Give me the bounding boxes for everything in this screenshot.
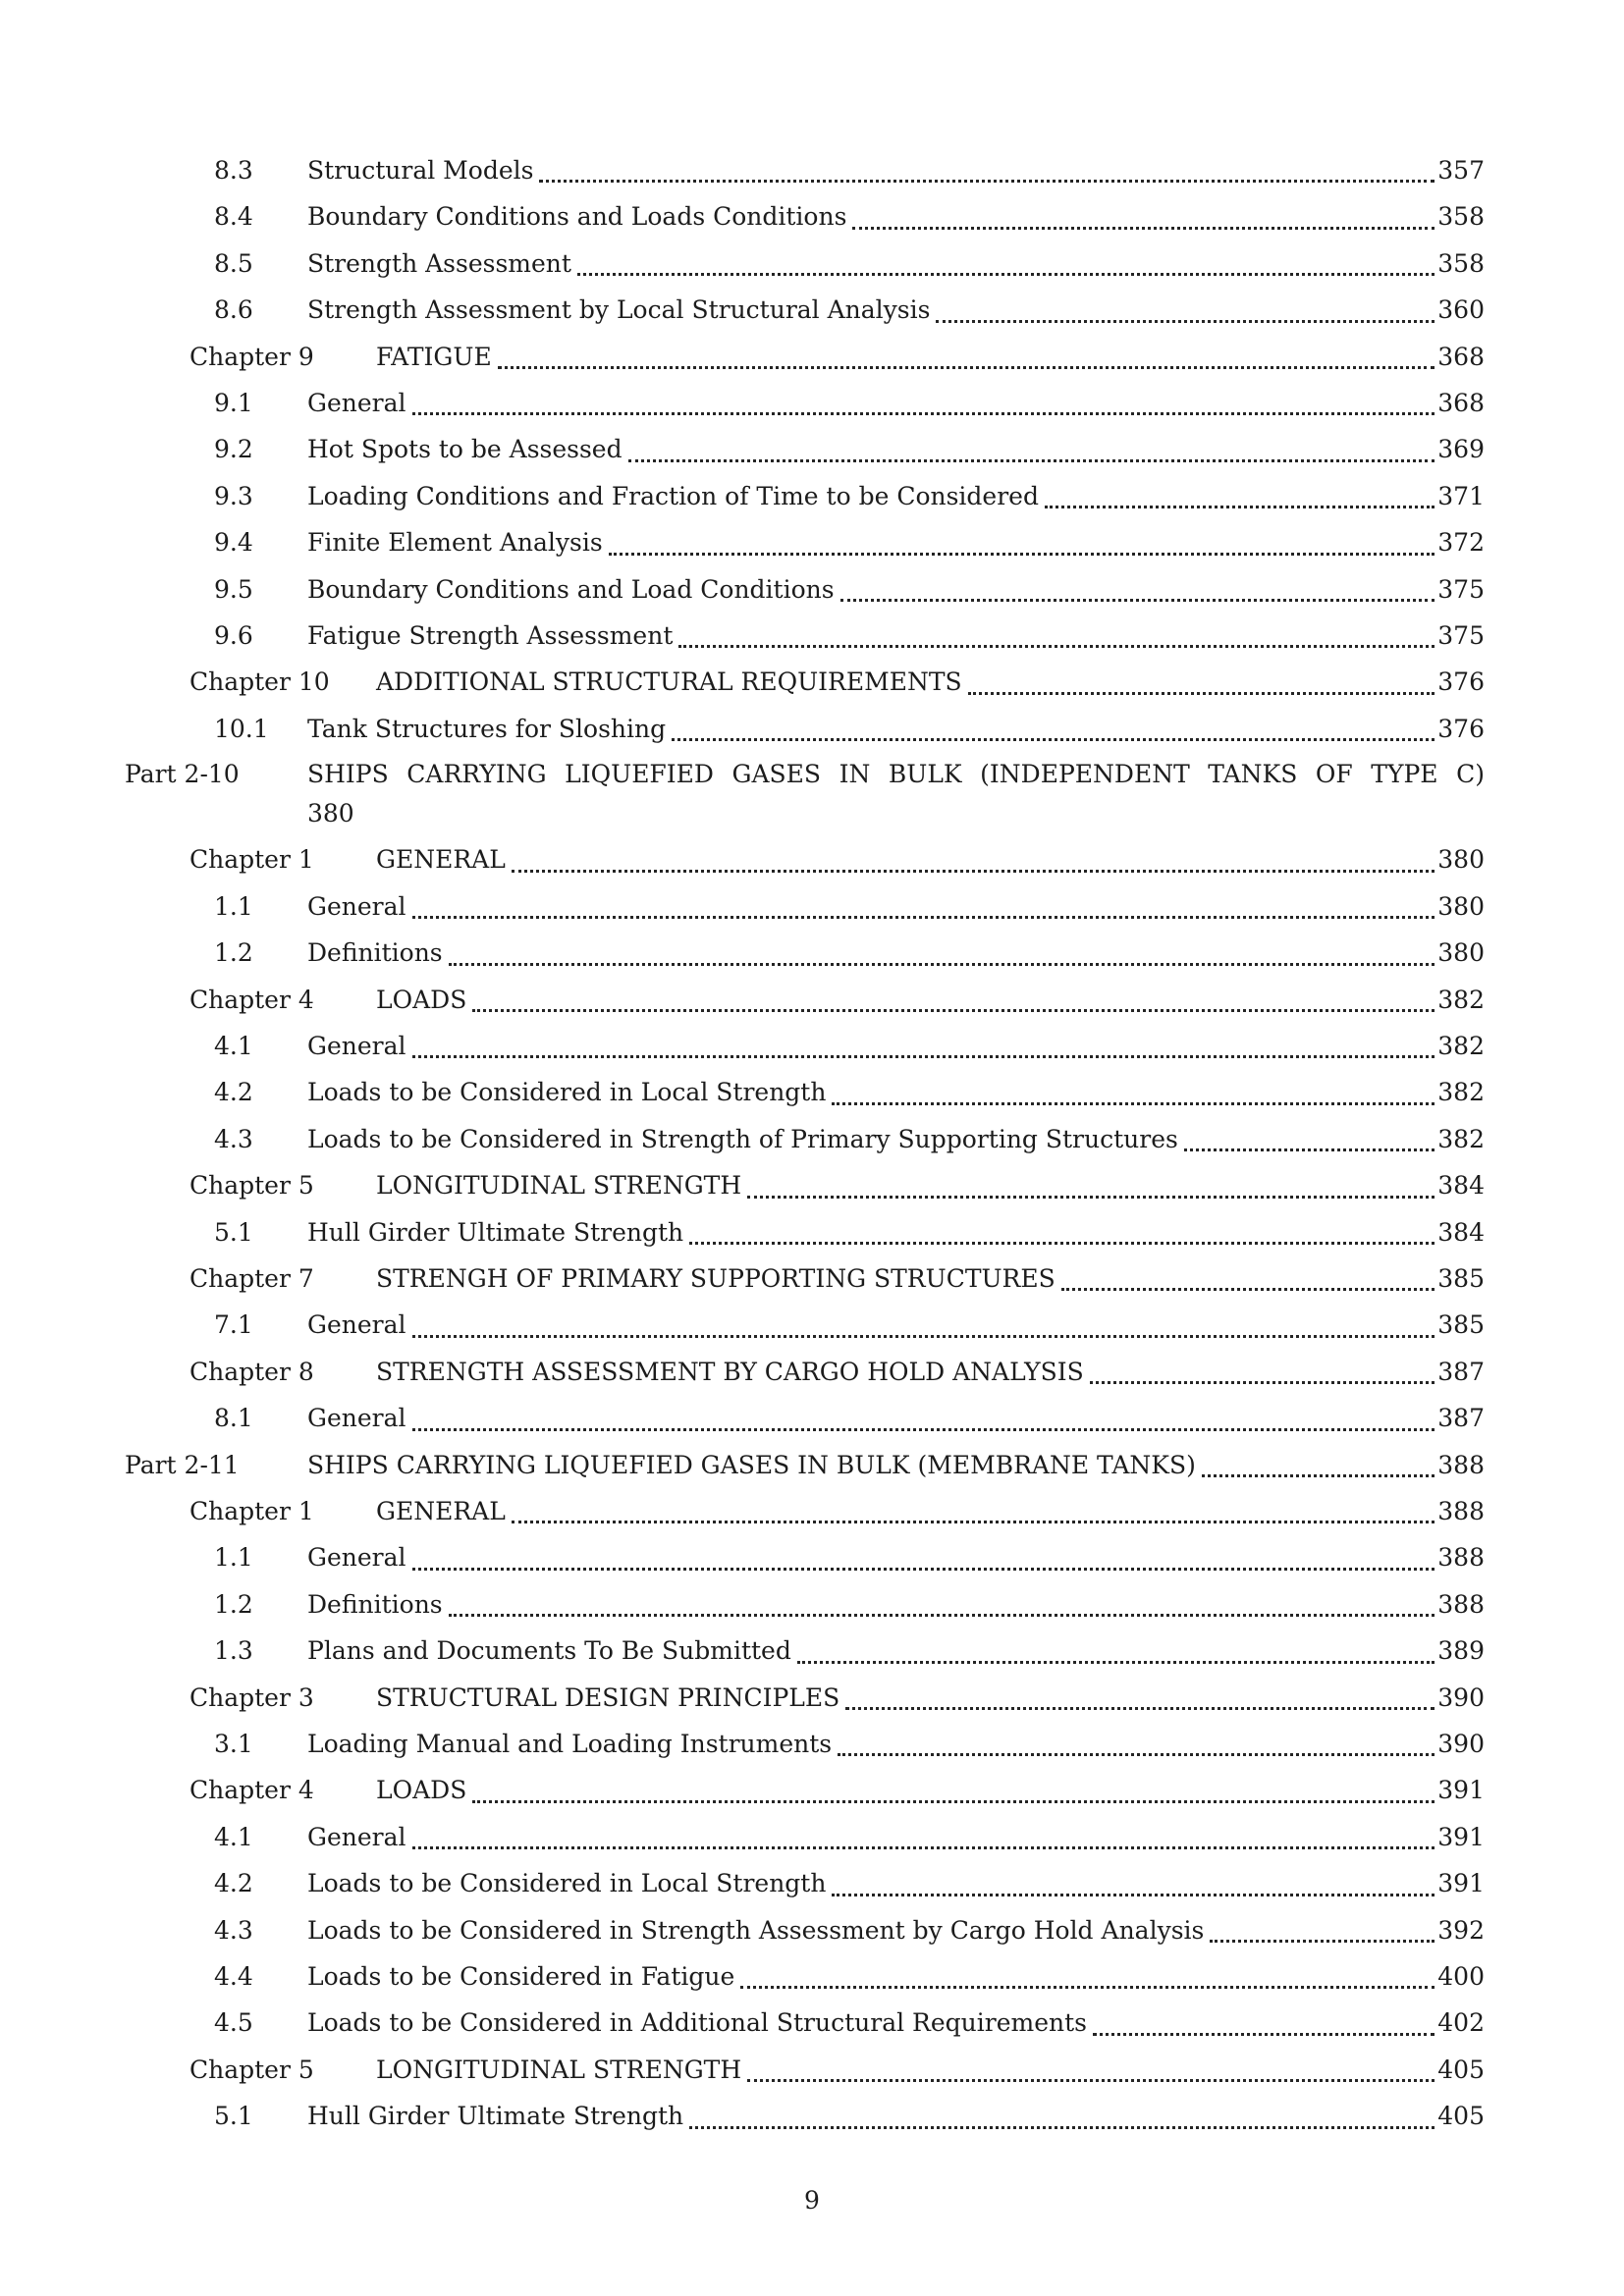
entry-page: 382 [1437, 1031, 1485, 1060]
entry-title: GENERAL [376, 1496, 506, 1525]
dot-leader [603, 519, 1438, 565]
entry-number: 1.2 [214, 1589, 253, 1619]
entry-page: 390 [1437, 1682, 1485, 1712]
entry-number: 7.1 [214, 1310, 253, 1340]
entry-page: 385 [1437, 1310, 1485, 1340]
toc-entry [125, 1116, 1485, 1162]
entry-title: Strength Assessment by Local Structural Analysis [307, 295, 931, 325]
toc-entry [125, 1069, 1485, 1115]
toc-entry [125, 706, 1485, 752]
toc-entry [125, 519, 1485, 565]
toc-entry [125, 1628, 1485, 1674]
entry-page: 405 [1437, 2055, 1485, 2084]
entry-label: Chapter 7 [189, 1263, 314, 1293]
entry-page: 380 [1437, 845, 1485, 875]
toc-entry [125, 1814, 1485, 1860]
entry-page: 385 [1437, 1263, 1485, 1293]
entry-page: 357 [1437, 156, 1485, 185]
dot-leader [1084, 1349, 1438, 1395]
dot-leader [623, 426, 1438, 472]
entry-title: LOADS [376, 985, 467, 1014]
entry-title: General [307, 1404, 406, 1433]
dot-leader [506, 836, 1437, 882]
entry-label: Chapter 5 [189, 1171, 314, 1201]
dot-leader [492, 334, 1438, 380]
entry-number: 9.1 [214, 389, 253, 418]
entry-number: 8.4 [214, 202, 253, 232]
dot-leader [533, 147, 1437, 193]
entry-number: 1.1 [214, 891, 253, 921]
entry-title: Hull Girder Ultimate Strength [307, 1217, 684, 1247]
entry-number: 5.1 [214, 1217, 253, 1247]
entry-page: 388 [1437, 1543, 1485, 1573]
entry-title: STRUCTURAL DESIGN PRINCIPLES [376, 1682, 840, 1712]
entry-page: 372 [1437, 528, 1485, 558]
toc-entry [125, 1675, 1485, 1721]
entry-number: 10.1 [214, 714, 269, 743]
toc-entry [125, 2093, 1485, 2139]
entry-title: Definitions [307, 938, 443, 968]
toc-entry [125, 2000, 1485, 2046]
toc-entry [125, 1953, 1485, 2000]
toc-entry [125, 1860, 1485, 1906]
entry-page: 358 [1437, 248, 1485, 278]
entry-label: Part 2-10 [125, 760, 240, 789]
entry-title: Loads to be Considered in Local Strength [307, 1869, 827, 1898]
entry-number: 1.1 [214, 1543, 253, 1573]
entry-title: Definitions [307, 1589, 443, 1619]
toc-entry [125, 1488, 1485, 1534]
entry-title: Hull Girder Ultimate Strength [307, 2102, 684, 2131]
entry-number: 9.2 [214, 435, 253, 464]
toc-entry [125, 566, 1485, 613]
dot-leader [734, 1953, 1437, 2000]
entry-title: SHIPS CARRYING LIQUEFIED GASES IN BULK (INDEPENDENT TANKS OF TYPE C) [307, 760, 1485, 789]
toc-entry [125, 473, 1485, 519]
dot-leader [1178, 1116, 1437, 1162]
entry-number: 4.4 [214, 1962, 253, 1992]
entry-title: Loads to be Considered in Local Strength [307, 1078, 827, 1107]
dot-leader [443, 930, 1438, 976]
entry-page: 368 [1437, 342, 1485, 371]
entry-page: 380 [1437, 938, 1485, 968]
dot-leader [466, 1767, 1437, 1813]
toc-entry [125, 1209, 1485, 1255]
toc-entry [125, 613, 1485, 659]
dot-leader [1039, 473, 1437, 519]
toc-entry [125, 1349, 1485, 1395]
entry-title: SHIPS CARRYING LIQUEFIED GASES IN BULK (MEMBRANE TANKS) [307, 1450, 1196, 1479]
dot-leader [673, 613, 1437, 659]
entry-title: Structural Models [307, 156, 534, 185]
toc-entry [125, 287, 1485, 333]
dot-leader [1087, 2000, 1437, 2046]
entry-page: 391 [1437, 1822, 1485, 1851]
entry-page: 390 [1437, 1730, 1485, 1758]
entry-page: 400 [1437, 1962, 1485, 1992]
entry-page: 384 [1437, 1171, 1485, 1201]
entry-page: 388 [1437, 1589, 1485, 1619]
entry-title: Loads to be Considered in Strength of Primary Supporting Structures [307, 1124, 1178, 1153]
entry-title: Loads to be Considered in Fatigue [307, 1962, 735, 1992]
entry-page: 375 [1437, 574, 1485, 604]
dot-leader [1056, 1255, 1438, 1302]
dot-leader [466, 977, 1437, 1023]
toc-entry [125, 883, 1485, 930]
entry-title: General [307, 1543, 406, 1573]
toc-entry [125, 930, 1485, 976]
entry-page: 380 [1437, 891, 1485, 921]
entry-title: LONGITUDINAL STRENGTH [376, 1171, 742, 1201]
entry-page: 402 [1437, 2008, 1485, 2038]
toc-entry [125, 1534, 1485, 1580]
entry-number: 4.2 [214, 1078, 253, 1107]
entry-page: 375 [1437, 621, 1485, 651]
entry-title: LONGITUDINAL STRENGTH [376, 2055, 742, 2084]
entry-title: Fatigue Strength Assessment [307, 621, 674, 651]
dot-leader [666, 706, 1437, 752]
entry-page: 387 [1437, 1357, 1485, 1386]
entry-number: 8.5 [214, 248, 253, 278]
toc-entry [125, 1767, 1485, 1813]
dot-leader [443, 1581, 1438, 1628]
entry-title: Hot Spots to be Assessed [307, 435, 623, 464]
entry-title: Loading Conditions and Fraction of Time to be Considered [307, 481, 1039, 510]
entry-label: Chapter 4 [189, 1776, 314, 1805]
entry-title: Finite Element Analysis [307, 528, 603, 558]
entry-page: 360 [1437, 295, 1485, 325]
toc-entry [125, 380, 1485, 426]
entry-page: 371 [1437, 481, 1485, 510]
entry-page: 391 [1437, 1776, 1485, 1805]
entry-title: General [307, 389, 406, 418]
entry-number: 9.4 [214, 528, 253, 558]
dot-leader [826, 1069, 1437, 1115]
toc-entry [125, 334, 1485, 380]
entry-title-block [307, 755, 1485, 833]
toc-entry [125, 1907, 1485, 1953]
entry-label: Chapter 5 [189, 2055, 314, 2084]
page-footer [0, 2185, 1624, 2216]
entry-number: 9.3 [214, 481, 253, 510]
dot-leader [406, 1395, 1438, 1441]
entry-title: STRENGTH ASSESSMENT BY CARGO HOLD ANALYSIS [376, 1357, 1084, 1386]
dot-leader [1196, 1442, 1437, 1488]
entry-title: FATIGUE [376, 342, 492, 371]
entry-label: Chapter 1 [189, 845, 314, 875]
entry-title: GENERAL [376, 845, 506, 875]
entry-page: 376 [1437, 667, 1485, 697]
entry-label: Chapter 4 [189, 985, 314, 1014]
toc-entry [125, 755, 1485, 833]
dot-leader [1204, 1907, 1437, 1953]
dot-leader [839, 1675, 1437, 1721]
dot-leader [406, 1302, 1438, 1348]
toc-entry [125, 1442, 1485, 1488]
page-number: 9 [804, 2186, 820, 2215]
toc-entry [125, 977, 1485, 1023]
entry-title: Tank Structures for Sloshing [307, 714, 667, 743]
entry-number: 8.6 [214, 295, 253, 325]
entry-number: 4.3 [214, 1915, 253, 1945]
entry-page: 392 [1437, 1915, 1485, 1945]
entry-title: Boundary Conditions and Load Conditions [307, 574, 835, 604]
entry-number: 4.1 [214, 1822, 253, 1851]
dot-leader [683, 1209, 1437, 1255]
toc-entry [125, 836, 1485, 882]
entry-page: 389 [1437, 1636, 1485, 1666]
entry-title: Plans and Documents To Be Submitted [307, 1636, 791, 1666]
entry-number: 8.3 [214, 156, 253, 185]
toc-entry [125, 1581, 1485, 1628]
entry-title: ADDITIONAL STRUCTURAL REQUIREMENTS [376, 667, 962, 697]
entry-title: Loads to be Considered in Additional Structural Requirements [307, 2008, 1087, 2038]
dot-leader [741, 1162, 1437, 1208]
toc-entry [125, 240, 1485, 287]
entry-title: General [307, 1822, 406, 1851]
toc-entry [125, 1721, 1485, 1767]
entry-page: 382 [1437, 1124, 1485, 1153]
entry-page: 391 [1437, 1869, 1485, 1898]
entry-label: Part 2-11 [125, 1450, 240, 1479]
entry-page: 358 [1437, 202, 1485, 232]
entry-number: 4.1 [214, 1031, 253, 1060]
entry-title: General [307, 1310, 406, 1340]
dot-leader [406, 380, 1438, 426]
toc-entry [125, 2047, 1485, 2093]
entry-page: 368 [1437, 389, 1485, 418]
entry-page: 376 [1437, 714, 1485, 743]
dot-leader [826, 1860, 1437, 1906]
entry-page: 384 [1437, 1217, 1485, 1247]
toc-entry [125, 1023, 1485, 1069]
entry-number: 4.5 [214, 2008, 253, 2038]
entry-label: Chapter 3 [189, 1682, 314, 1712]
entry-label: Chapter 10 [189, 667, 330, 697]
entry-title: Boundary Conditions and Loads Conditions [307, 202, 847, 232]
dot-leader [406, 1023, 1438, 1069]
entry-label: Chapter 8 [189, 1357, 314, 1386]
dot-leader [741, 2047, 1437, 2093]
entry-title: STRENGH OF PRIMARY SUPPORTING STRUCTURES [376, 1263, 1056, 1293]
entry-number: 9.5 [214, 574, 253, 604]
entry-page: 405 [1437, 2102, 1485, 2131]
dot-leader [506, 1488, 1437, 1534]
dot-leader [406, 1814, 1438, 1860]
entry-page: 369 [1437, 435, 1485, 464]
entry-page: 382 [1437, 985, 1485, 1014]
entry-title: Strength Assessment [307, 248, 571, 278]
dot-leader [930, 287, 1437, 333]
toc-entry [125, 1302, 1485, 1348]
entry-page: 388 [1437, 1450, 1485, 1479]
entry-number: 4.3 [214, 1124, 253, 1153]
entry-number: 5.1 [214, 2102, 253, 2131]
toc-entry [125, 1255, 1485, 1302]
dot-leader [406, 1534, 1438, 1580]
dot-leader [571, 240, 1437, 287]
entry-title: General [307, 891, 406, 921]
toc-entry [125, 1395, 1485, 1441]
entry-page: 387 [1437, 1404, 1485, 1433]
entry-page: 380 [307, 799, 354, 828]
dot-leader [846, 193, 1437, 240]
entry-title: Loads to be Considered in Strength Assessment by Cargo Hold Analysis [307, 1915, 1205, 1945]
toc-entry [125, 426, 1485, 472]
table-of-contents [125, 147, 1485, 2140]
entry-page: 388 [1437, 1496, 1485, 1525]
entry-label: Chapter 1 [189, 1496, 314, 1525]
entry-number: 9.6 [214, 621, 253, 651]
toc-entry [125, 147, 1485, 193]
entry-title: Loading Manual and Loading Instruments [307, 1730, 833, 1758]
dot-leader [791, 1628, 1437, 1674]
entry-number: 1.3 [214, 1636, 253, 1666]
dot-leader [406, 883, 1438, 930]
toc-entry [125, 193, 1485, 240]
dot-leader [962, 659, 1438, 705]
entry-number: 1.2 [214, 938, 253, 968]
dot-leader [683, 2093, 1437, 2139]
dot-leader [835, 566, 1438, 613]
entry-label: Chapter 9 [189, 342, 314, 371]
entry-number: 4.2 [214, 1869, 253, 1898]
toc-entry [125, 659, 1485, 705]
dot-leader [832, 1721, 1437, 1767]
entry-number: 8.1 [214, 1404, 253, 1433]
entry-title: General [307, 1031, 406, 1060]
entry-number: 3.1 [214, 1730, 253, 1758]
entry-title: LOADS [376, 1776, 467, 1805]
toc-entry [125, 1162, 1485, 1208]
entry-page: 382 [1437, 1078, 1485, 1107]
